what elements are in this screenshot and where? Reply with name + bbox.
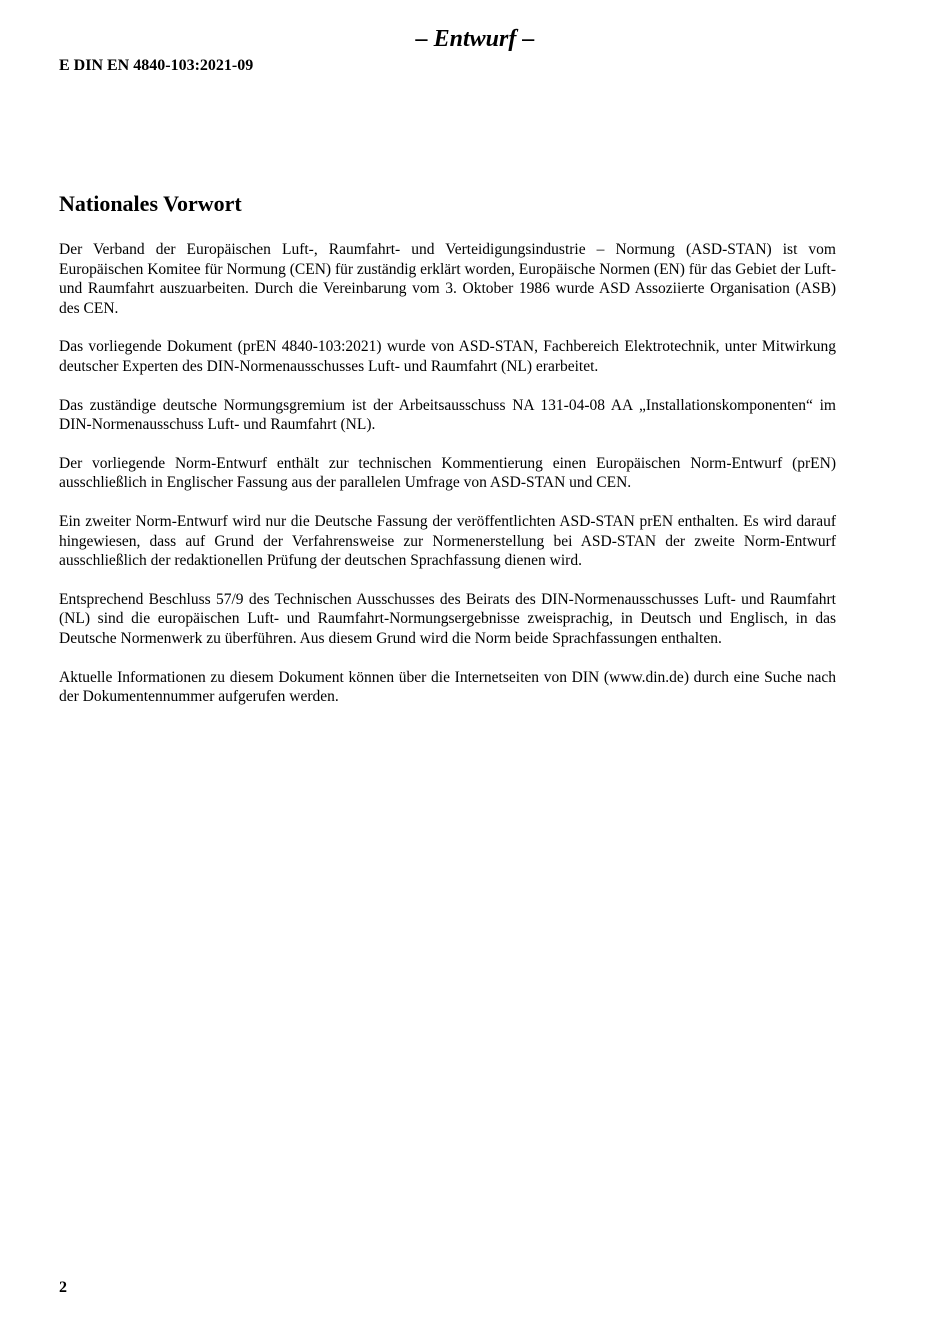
- paragraph: Der Verband der Europäischen Luft-, Raumfahrt- und Verteidigungsindustrie – Normung (ASD-STAN) ist vom Europäischen Komitee für Normung (CEN) für zuständig erklärt worden, Europäische Normen (EN) für das Gebiet der Luft- und Raumfahrt auszuarbeiten. Durch die Vereinbarung vom 3. Oktober 1986 wurde ASD Assoziierte Organisation (ASB) des CEN.: [59, 241, 836, 317]
- paragraph: Das vorliegende Dokument (prEN 4840-103:2021) wurde von ASD-STAN, Fachbereich Elektrotechnik, unter Mitwirkung deutscher Experten des DIN-Normenausschusses Luft- und Raumfahrt (NL) erarbeitet.: [59, 338, 836, 375]
- page-number: 2: [59, 1279, 67, 1296]
- paragraph: Entsprechend Beschluss 57/9 des Technischen Ausschusses des Beirats des DIN-Normenausschusses Luft- und Raumfahrt (NL) sind die europäischen Luft- und Raumfahrt-Normungsergebnisse zweisprachig, in Deutsch und Englisch, in das Deutsche Normenwerk zu überführen. Aus diesem Grund wird die Norm beide Sprachfassungen enthalten.: [59, 590, 836, 647]
- paragraph: Das zuständige deutsche Normungsgremium ist der Arbeitsausschuss NA 131-04-08 AA „Installationskomponenten“ im DIN-Normenausschuss Luft- und Raumfahrt (NL).: [59, 396, 836, 434]
- paragraph: Der vorliegende Norm-Entwurf enthält zur technischen Kommentierung einen Europäischen Norm-Entwurf (prEN) ausschließlich in Englischer Fassung aus der parallelen Umfrage von ASD-STAN und CEN.: [59, 454, 836, 492]
- paragraph: Ein zweiter Norm-Entwurf wird nur die Deutsche Fassung der veröffentlichten ASD-STAN prEN enthalten. Es wird darauf hingewiesen, dass auf Grund der Verfahrensweise zur Normenerstellung bei ASD-STAN der zweite Norm-Entwurf ausschließlich der redaktionellen Prüfung der deutschen Sprachfassung dienen wird.: [59, 512, 836, 570]
- paragraph: Aktuelle Informationen zu diesem Dokument können über die Internetseiten von DIN (www.din.de) durch eine Suche nach der Dokumentennummer aufgerufen werden.: [59, 668, 836, 706]
- document-id: E DIN EN 4840-103:2021-09: [59, 57, 254, 74]
- section-title: Nationales Vorwort: [59, 191, 242, 216]
- body-text: [59, 240, 836, 726]
- draft-marker: – Entwurf –: [415, 26, 535, 52]
